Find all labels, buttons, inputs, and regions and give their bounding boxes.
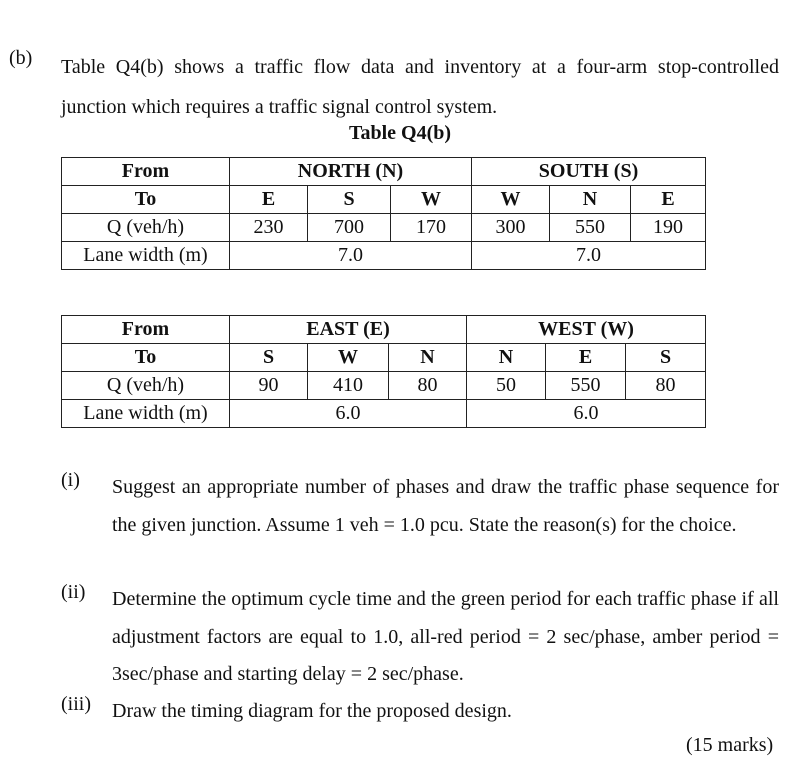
flow-cell: 230 [230, 214, 308, 242]
approach-header: SOUTH (S) [472, 158, 706, 186]
lane-width-cell: 7.0 [230, 242, 472, 270]
table-row [62, 344, 706, 372]
question-number: (iii) [61, 693, 91, 715]
flow-label: Q (veh/h) [62, 214, 230, 242]
flow-cell: 50 [467, 372, 546, 400]
from-label: From [62, 316, 230, 344]
table-row [62, 400, 706, 428]
direction-cell: E [230, 186, 308, 214]
direction-cell: N [550, 186, 631, 214]
part-label: (b) [9, 47, 33, 69]
question-number: (ii) [61, 581, 86, 603]
approach-header: NORTH (N) [230, 158, 472, 186]
to-label: To [62, 344, 230, 372]
flow-cell: 550 [546, 372, 626, 400]
direction-cell: W [391, 186, 472, 214]
flow-cell: 170 [391, 214, 472, 242]
flow-cell: 80 [626, 372, 706, 400]
direction-cell: E [546, 344, 626, 372]
direction-cell: W [472, 186, 550, 214]
marks-label: (15 marks) [686, 734, 774, 756]
table-row [62, 372, 706, 400]
flow-cell: 190 [631, 214, 706, 242]
lane-width-label: Lane width (m) [62, 242, 230, 270]
table-caption: Table Q4(b) [348, 122, 452, 144]
approach-header: WEST (W) [467, 316, 706, 344]
direction-cell: E [631, 186, 706, 214]
flow-cell: 700 [308, 214, 391, 242]
lane-width-cell: 6.0 [230, 400, 467, 428]
flow-cell: 300 [472, 214, 550, 242]
question-text: Determine the optimum cycle time and the green period for each traffic phase if all adjustment factors are equal to 1.0, all-red period = 2 sec/phase, amber period = 3sec/phase and starting delay = 2 sec/phase. [112, 588, 779, 685]
question-text: Suggest an appropriate number of phases and draw the traffic phase sequence for the given junction. Assume 1 veh = 1.0 pcu. State the reason(s) for the choice. [112, 476, 779, 536]
direction-cell: N [389, 344, 467, 372]
direction-cell: W [308, 344, 389, 372]
table-row [62, 214, 706, 242]
flow-cell: 410 [308, 372, 389, 400]
flow-cell: 550 [550, 214, 631, 242]
lane-width-cell: 7.0 [472, 242, 706, 270]
to-label: To [62, 186, 230, 214]
table-row [62, 186, 706, 214]
traffic-table-north-south [61, 157, 706, 270]
lane-width-cell: 6.0 [467, 400, 706, 428]
intro-paragraph: Table Q4(b) shows a traffic flow data and inventory at a four-arm stop-controlled junction which requires a traffic signal control system. [61, 56, 779, 118]
direction-cell: N [467, 344, 546, 372]
flow-label: Q (veh/h) [62, 372, 230, 400]
direction-cell: S [626, 344, 706, 372]
direction-cell: S [308, 186, 391, 214]
approach-header: EAST (E) [230, 316, 467, 344]
table-row [62, 316, 706, 344]
flow-cell: 80 [389, 372, 467, 400]
table-row [62, 242, 706, 270]
direction-cell: S [230, 344, 308, 372]
table-row [62, 158, 706, 186]
lane-width-label: Lane width (m) [62, 400, 230, 428]
question-text: Draw the timing diagram for the proposed design. [112, 700, 512, 722]
flow-cell: 90 [230, 372, 308, 400]
traffic-table-east-west [61, 315, 706, 428]
from-label: From [62, 158, 230, 186]
question-number: (i) [61, 469, 80, 491]
